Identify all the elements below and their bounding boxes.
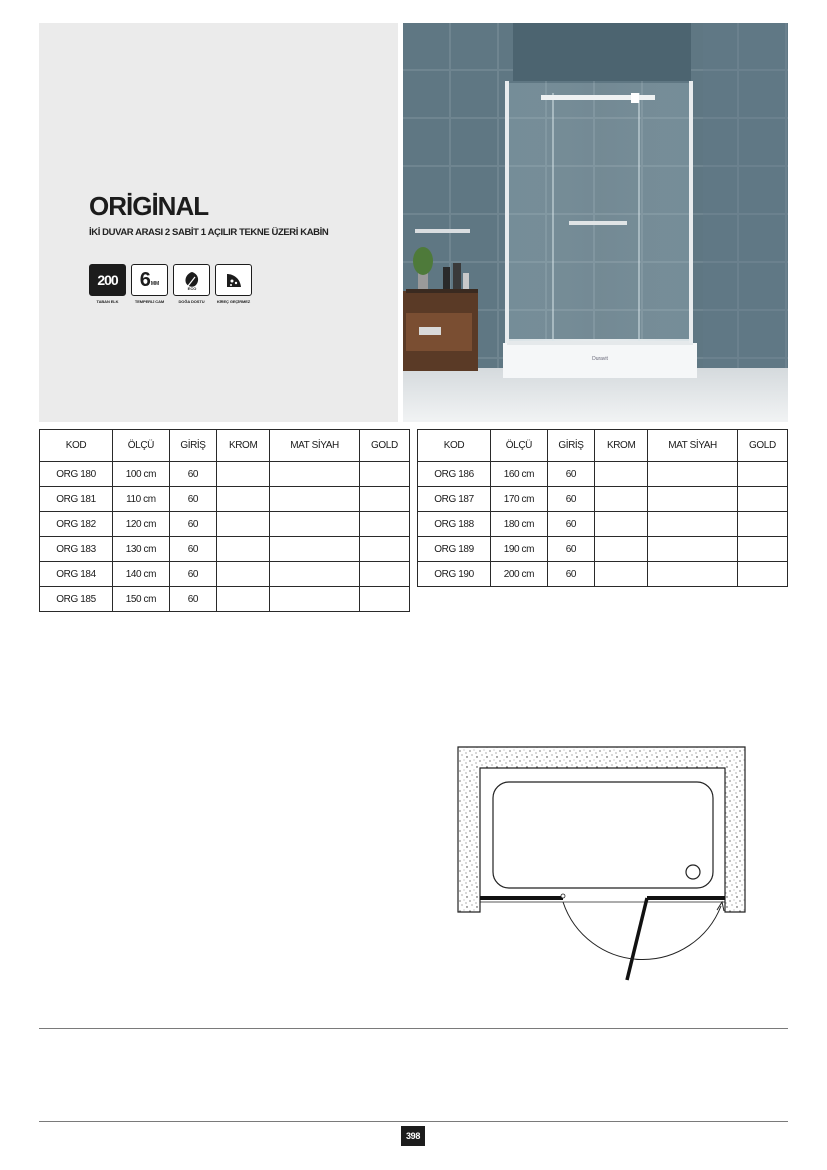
krom-cell xyxy=(595,512,648,537)
floor-plan-diagram xyxy=(455,744,750,984)
svg-text:ECO: ECO xyxy=(187,286,196,291)
table-header-row xyxy=(418,430,788,462)
divider-line xyxy=(39,1028,788,1029)
gold-cell xyxy=(737,562,787,587)
table-row: ORG 189 190 cm 60 xyxy=(418,537,788,562)
table-row: ORG 180 100 cm 60 xyxy=(40,462,410,487)
gold-cell xyxy=(359,512,409,537)
door-swing-arc xyxy=(563,902,721,960)
table-row: ORG 186 160 cm 60 xyxy=(418,462,788,487)
hero-title-panel xyxy=(39,23,398,422)
krom-cell xyxy=(595,537,648,562)
column-header-mat-siyah: MAT SİYAH xyxy=(648,430,738,462)
mat-siyah-cell xyxy=(648,462,738,487)
mat-siyah-cell xyxy=(648,487,738,512)
krom-cell xyxy=(217,587,270,612)
column-header-krom: KROM xyxy=(217,430,270,462)
table-row: ORG 190 200 cm 60 xyxy=(418,562,788,587)
krom-cell xyxy=(595,487,648,512)
badge-water-repellent: KİREÇ GEÇİRMEZ xyxy=(215,264,252,306)
mat-siyah-cell xyxy=(270,587,360,612)
table-row: ORG 183 130 cm 60 xyxy=(40,537,410,562)
table-row: ORG 188 180 cm 60 xyxy=(418,512,788,537)
column-header-olcu: ÖLÇÜ xyxy=(491,430,548,462)
krom-cell xyxy=(217,537,270,562)
table-row: ORG 182 120 cm 60 xyxy=(40,512,410,537)
krom-cell xyxy=(217,487,270,512)
column-header-olcu: ÖLÇÜ xyxy=(113,430,170,462)
mat-siyah-cell xyxy=(270,537,360,562)
mat-siyah-cell xyxy=(270,512,360,537)
column-header-gold: GOLD xyxy=(359,430,409,462)
gold-cell xyxy=(359,587,409,612)
gold-cell xyxy=(737,462,787,487)
feature-badges xyxy=(89,264,252,306)
shower-cabin-photo xyxy=(403,23,788,422)
page-number: 398 xyxy=(401,1126,425,1146)
gold-cell xyxy=(737,537,787,562)
table-row: ORG 185 150 cm 60 xyxy=(40,587,410,612)
krom-cell xyxy=(595,462,648,487)
mat-siyah-cell xyxy=(270,487,360,512)
drain-icon xyxy=(686,865,700,879)
column-header-kod: KOD xyxy=(40,430,113,462)
gold-cell xyxy=(737,512,787,537)
footer-divider-line xyxy=(39,1121,788,1122)
6mm-glass-badge: 6 MM xyxy=(131,264,168,296)
gold-cell xyxy=(359,487,409,512)
krom-cell xyxy=(217,562,270,587)
gold-cell xyxy=(359,462,409,487)
spec-table-right xyxy=(417,429,788,587)
mat-siyah-cell xyxy=(270,462,360,487)
krom-cell xyxy=(217,512,270,537)
water-repellent-icon xyxy=(215,264,252,296)
krom-cell xyxy=(217,462,270,487)
hinged-door xyxy=(627,898,647,980)
shower-tray-outline xyxy=(493,782,713,888)
mat-siyah-cell xyxy=(648,562,738,587)
column-header-gold: GOLD xyxy=(737,430,787,462)
spec-table-left xyxy=(39,429,410,612)
mat-siyah-cell xyxy=(648,537,738,562)
product-subtitle: İKİ DUVAR ARASI 2 SABİT 1 AÇILIR TEKNE ÜZERİ KABİN xyxy=(89,227,329,238)
column-header-krom: KROM xyxy=(595,430,648,462)
product-title: ORİGİNAL xyxy=(89,191,209,221)
tray-brand-mark: Duravit xyxy=(592,356,608,362)
mat-siyah-cell xyxy=(270,562,360,587)
table-row: ORG 181 110 cm 60 xyxy=(40,487,410,512)
mat-siyah-cell xyxy=(648,512,738,537)
gold-cell xyxy=(359,537,409,562)
column-header-giris: GİRİŞ xyxy=(169,430,216,462)
eco-leaf-icon xyxy=(173,264,210,296)
gold-cell xyxy=(737,487,787,512)
column-header-kod: KOD xyxy=(418,430,491,462)
badge-base-thickness: 200 TABAN ELK xyxy=(89,264,126,306)
badge-tempered-glass: 6 MM TEMPERLİ CAM xyxy=(131,264,168,306)
200-number-badge: 200 xyxy=(89,264,126,296)
table-header-row xyxy=(40,430,410,462)
badge-eco: ECO DOĞA DOSTU xyxy=(173,264,210,306)
table-row: ORG 187 170 cm 60 xyxy=(418,487,788,512)
table-row: ORG 184 140 cm 60 xyxy=(40,562,410,587)
krom-cell xyxy=(595,562,648,587)
column-header-giris: GİRİŞ xyxy=(547,430,594,462)
gold-cell xyxy=(359,562,409,587)
column-header-mat-siyah: MAT SİYAH xyxy=(270,430,360,462)
